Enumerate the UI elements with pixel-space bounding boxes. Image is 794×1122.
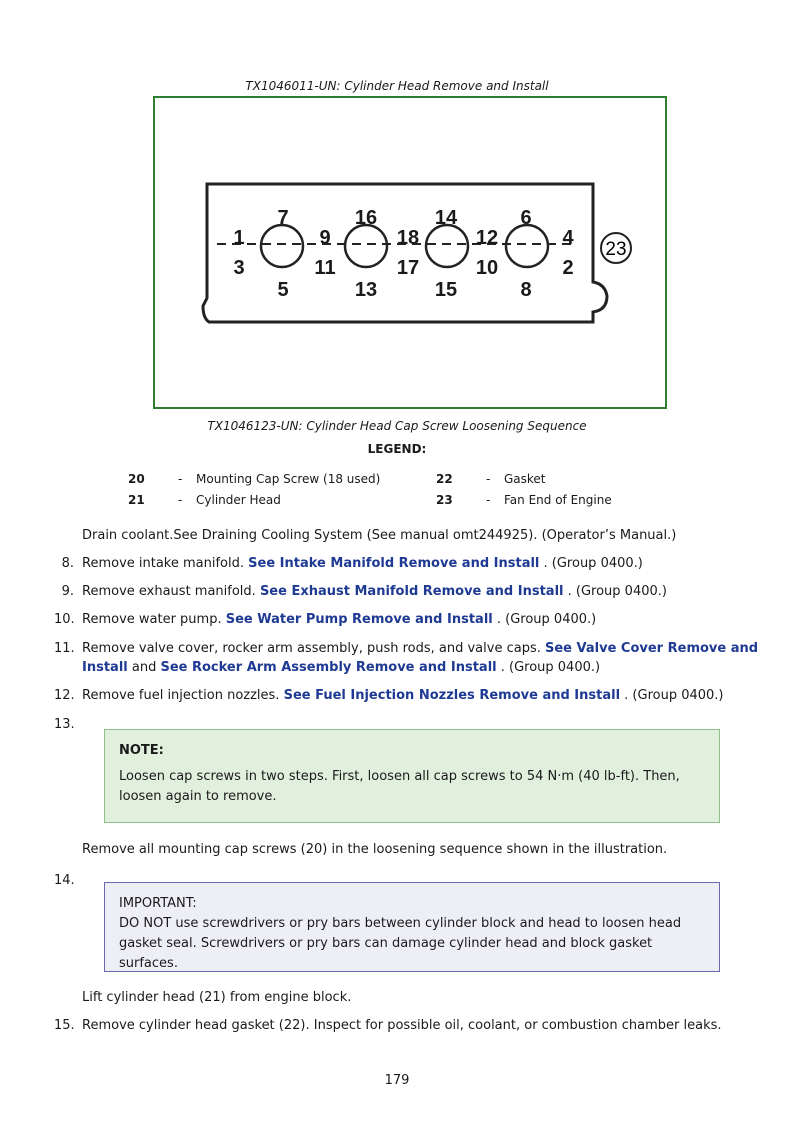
page-number: 179 — [384, 1073, 410, 1088]
legend-dash: - — [486, 493, 491, 507]
note-box — [104, 729, 720, 823]
seq-number: 9 — [319, 227, 331, 249]
step-11-text-line1: Remove valve cover, rocker arm assembly, push rods, and valve caps. See Valve Cover Remove and — [82, 641, 759, 656]
seq-number: 16 — [354, 207, 378, 229]
seq-number: 14 — [434, 207, 458, 229]
important-box — [104, 882, 720, 972]
seq-number: 17 — [396, 257, 420, 279]
cylinder-1 — [261, 225, 303, 267]
seq-number: 15 — [434, 279, 458, 301]
cylinder-2 — [345, 225, 387, 267]
seq-number: 7 — [277, 207, 289, 229]
legend-dash: - — [178, 472, 183, 486]
cylinder-head-figure — [153, 96, 667, 409]
legend-dash: - — [178, 493, 183, 507]
callout-23-label: 23 — [605, 239, 627, 260]
step-14-text: Lift cylinder head (21) from engine block. — [82, 990, 352, 1005]
step-8-text: Remove intake manifold. See Intake Manifold Remove and Install . (Group 0400.) — [82, 556, 643, 571]
cylinder-head-diagram — [155, 98, 665, 407]
legend-number: 20 — [128, 472, 145, 486]
seq-number: 4 — [562, 227, 574, 249]
seq-number: 11 — [314, 257, 336, 279]
seq-number: 6 — [520, 207, 532, 229]
legend-number: 21 — [128, 493, 145, 507]
legend-label: Gasket — [504, 472, 546, 486]
exhaust-manifold-link[interactable]: See Exhaust Manifold Remove and Install — [259, 584, 564, 599]
seq-number: 10 — [475, 257, 499, 279]
cylinder-3 — [426, 225, 468, 267]
seq-number: 8 — [520, 279, 532, 301]
valve-cover-link-cont[interactable]: Install — [82, 660, 128, 675]
step-number: 8. — [61, 556, 74, 571]
seq-number: 12 — [475, 227, 499, 249]
legend-number: 23 — [436, 493, 453, 507]
legend-number: 22 — [436, 472, 453, 486]
figure-top-caption: TX1046011-UN: Cylinder Head Remove and Install — [245, 79, 549, 93]
fuel-injection-nozzles-link[interactable]: See Fuel Injection Nozzles Remove and Install — [283, 688, 621, 703]
cylinder-4 — [506, 225, 548, 267]
seq-number: 5 — [277, 279, 289, 301]
step-number: 10. — [54, 612, 75, 627]
note-title: NOTE: — [119, 743, 164, 758]
seq-number: 3 — [233, 257, 245, 279]
water-pump-link[interactable]: See Water Pump Remove and Install — [225, 612, 493, 627]
rocker-arm-link[interactable]: See Rocker Arm Assembly Remove and Install — [160, 660, 497, 675]
important-title: IMPORTANT: — [119, 896, 197, 911]
step-number: 11. — [54, 641, 75, 656]
legend-dash: - — [486, 472, 491, 486]
seq-number: 1 — [233, 227, 245, 249]
step-number: 14. — [54, 873, 75, 888]
step-10-text: Remove water pump. See Water Pump Remove and Install . (Group 0400.) — [82, 612, 597, 627]
step-9-text: Remove exhaust manifold. See Exhaust Manifold Remove and Install . (Group 0400.) — [82, 584, 667, 599]
step-number: 13. — [54, 717, 75, 732]
note-body: Loosen cap screws in two steps. First, loosen all cap screws to 54 N·m (40 lb-ft). Then, loosen again to remove. — [119, 769, 680, 804]
seq-number: 2 — [562, 257, 574, 279]
step-number: 12. — [54, 688, 75, 703]
valve-cover-link[interactable]: See Valve Cover Remove and — [545, 641, 759, 656]
figure-caption: TX1046123-UN: Cylinder Head Cap Screw Loosening Sequence — [207, 419, 587, 433]
step-13-text: Remove all mounting cap screws (20) in the loosening sequence shown in the illustration. — [82, 842, 668, 857]
legend-title: LEGEND: — [367, 442, 427, 456]
legend-label: Mounting Cap Screw (18 used) — [196, 472, 381, 486]
step-number: 9. — [61, 584, 74, 599]
intake-manifold-link[interactable]: See Intake Manifold Remove and Install — [248, 556, 540, 571]
seq-number: 13 — [354, 279, 378, 301]
step-11-text-line2: Install and See Rocker Arm Assembly Remove and Install . (Group 0400.) — [82, 660, 601, 675]
seq-number: 18 — [396, 227, 420, 249]
legend-label: Cylinder Head — [196, 493, 281, 507]
legend-label: Fan End of Engine — [504, 493, 612, 507]
important-body: DO NOT use screwdrivers or pry bars between cylinder block and head to loosen head gasket seal. Screwdrivers or pry bars can damage cylinder head and block gasket surfaces. — [119, 916, 682, 971]
step-15-text: Remove cylinder head gasket (22). Inspect for possible oil, coolant, or combustion chamber leaks. — [82, 1018, 722, 1033]
step-number: 15. — [54, 1018, 75, 1033]
step-12-text: Remove fuel injection nozzles. See Fuel Injection Nozzles Remove and Install . (Group 0400.) — [82, 688, 724, 703]
intro-text: Drain coolant.See Draining Cooling System (See manual omt244925). (Operator’s Manual.) — [82, 528, 677, 543]
